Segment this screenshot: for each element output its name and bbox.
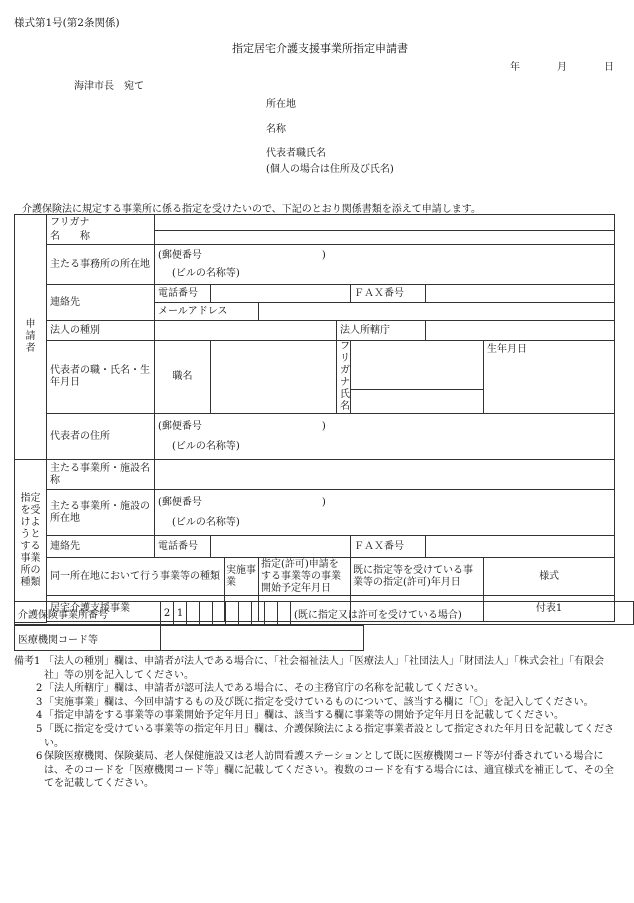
col-form-header: 様式 xyxy=(484,558,615,596)
application-form-table xyxy=(14,214,615,623)
note-number: 2 xyxy=(36,683,43,695)
medical-code-label: 医療機関コード等 xyxy=(15,626,161,651)
fax-input[interactable] xyxy=(426,285,615,303)
insurance-digit-input[interactable] xyxy=(213,602,226,625)
notes-section xyxy=(14,655,616,791)
notes-label: 備考 xyxy=(14,656,34,667)
facility-name-input[interactable] xyxy=(155,460,615,490)
note-text: 保険医療機関、保険薬局、老人保健施設又は老人訪問看護ステーションとして既に医療機関コード等が付番されている場合には、そのコードを「医療機関コード等」欄に記載してください。複数のコードを有する場合には、適宜様式を補正して、その全てを記載してください。 xyxy=(44,751,614,790)
insurance-number-note: (既に指定又は許可を受けている場合) xyxy=(291,602,634,625)
contact-label: 連絡先 xyxy=(47,285,155,321)
furigana-input[interactable] xyxy=(155,215,615,231)
facility-postal-code-label: (郵便番号 ) xyxy=(158,496,326,508)
email-input[interactable] xyxy=(259,303,615,321)
facility-building-name-label: (ビルの名称等) xyxy=(172,516,240,528)
applicant-section-label: 申請者 xyxy=(15,215,47,460)
corp-type-label: 法人の種別 xyxy=(47,321,155,341)
col-business-type-header: 同一所在地において行う事業等の種類 xyxy=(47,558,225,596)
service-row-label: 居宅介護支援事業 xyxy=(47,596,225,622)
facility-contact-label: 連絡先 xyxy=(47,536,155,558)
form-number: 様式第1号(第2条関係) xyxy=(14,17,120,29)
note-item xyxy=(14,709,616,723)
applicant-representative-note: (個人の場合は住所及び氏名) xyxy=(266,164,394,175)
note-text: 「実施事業」欄は、今回申請するもの及び既に指定を受けているものについて、該当する欄に「〇」を記入してください。 xyxy=(44,696,594,708)
note-item xyxy=(14,723,616,750)
note-text: 「法人の種別」欄は、申請者が法人である場合に、「社会福祉法人」「医療法人」「社団法人」「財団法人」「株式会社」「有限会社」等の別を記入してください。 xyxy=(44,656,604,681)
note-item xyxy=(14,655,616,682)
note-text: 「既に指定を受けている事業等の指定年月日」欄は、介護保険法による指定事業者設として指定された年月日を記載してください。 xyxy=(44,723,614,749)
insurance-digit-input[interactable] xyxy=(252,602,265,625)
note-item xyxy=(14,682,616,696)
date-year-label: 年 xyxy=(510,62,520,73)
facility-fax-label: ＦＡＸ番号 xyxy=(351,536,426,558)
addressee: 海津市長 宛て xyxy=(74,81,144,92)
rep-furigana-input[interactable] xyxy=(351,341,484,390)
facility-fax-input[interactable] xyxy=(426,536,615,558)
note-number: 5 xyxy=(36,723,43,735)
note-number: 1 xyxy=(34,656,41,667)
corp-authority-input[interactable] xyxy=(426,321,615,341)
note-text: 「法人所轄庁」欄は、申請者が認可法人である場合に、その主務官庁の名称を記載してください。 xyxy=(44,683,484,695)
fax-label: ＦＡＸ番号 xyxy=(351,285,426,303)
facility-name-label: 主たる事業所・施設名称 xyxy=(47,460,155,490)
rep-label: 代表者の職・氏名・生年月日 xyxy=(47,341,155,414)
facility-tel-label: 電話番号 xyxy=(155,536,211,558)
applicant-representative-label: 代表者職氏名 xyxy=(266,148,326,159)
name-input[interactable] xyxy=(155,231,615,245)
main-office-label: 主たる事務所の所在地 xyxy=(47,245,155,285)
note-item xyxy=(14,696,616,710)
facility-tel-input[interactable] xyxy=(211,536,351,558)
rep-furigana-label: フリガナ xyxy=(337,341,351,390)
date-month-label: 月 xyxy=(557,62,567,73)
insurance-digit-input[interactable] xyxy=(200,602,213,625)
note-number: 6 xyxy=(36,751,43,763)
facility-section-label: 指定を受けようとする事業所の種類 xyxy=(15,460,47,623)
furigana-label: フリガナ xyxy=(47,215,155,231)
medical-code-input[interactable] xyxy=(161,626,364,651)
building-name-label: (ビルの名称等) xyxy=(172,267,240,279)
rep-address-label: 代表者の住所 xyxy=(47,414,155,460)
col-existing-date-header: 既に指定等を受けている事業等の指定(許可)年月日 xyxy=(351,558,484,596)
insurance-digit-input[interactable] xyxy=(226,602,239,625)
note-number: 4 xyxy=(36,710,43,722)
insurance-number-table xyxy=(14,601,634,625)
insurance-digit-2: 1 xyxy=(174,602,187,625)
applicant-address-label: 所在地 xyxy=(266,99,296,110)
rep-building-name-label: (ビルの名称等) xyxy=(172,440,240,452)
facility-address-input[interactable] xyxy=(155,490,615,536)
col-implementation-header: 実施事業 xyxy=(225,558,259,596)
position-label: 職名 xyxy=(155,341,211,414)
insurance-digit-input[interactable] xyxy=(278,602,291,625)
corp-type-input[interactable] xyxy=(155,321,337,341)
rep-address-input[interactable] xyxy=(155,414,615,460)
note-number: 3 xyxy=(36,696,43,708)
tel-label: 電話番号 xyxy=(155,285,211,303)
applicant-name-label: 名称 xyxy=(266,124,286,135)
email-label: メールアドレス xyxy=(155,303,259,321)
main-office-input[interactable] xyxy=(155,245,615,285)
birthdate-label: 生年月日 xyxy=(484,341,615,414)
position-input[interactable] xyxy=(211,341,337,414)
rep-name-label: 氏名 xyxy=(337,389,351,414)
service-form-cell: 付表1 xyxy=(484,596,615,622)
insurance-digit-input[interactable] xyxy=(265,602,278,625)
facility-address-label: 主たる事業所・施設の所在地 xyxy=(47,490,155,536)
insurance-number-label: 介護保険事業所番号 xyxy=(15,602,161,625)
postal-code-label: (郵便番号 ) xyxy=(158,249,326,261)
rep-postal-code-label: (郵便番号 ) xyxy=(158,420,326,432)
col-start-date-header: 指定(許可)申請をする事業等の事業開始予定年月日 xyxy=(259,558,351,596)
insurance-digit-input[interactable] xyxy=(239,602,252,625)
medical-code-table xyxy=(14,625,364,651)
name-label: 名 称 xyxy=(47,231,155,245)
rep-name-input[interactable] xyxy=(351,389,484,414)
insurance-digit-1: 2 xyxy=(161,602,174,625)
note-item xyxy=(14,750,616,791)
date-day-label: 日 xyxy=(604,62,614,73)
page-title: 指定居宅介護支援事業所指定申請書 xyxy=(232,42,408,55)
intro-text: 介護保険法に規定する事業所に係る指定を受けたいので、下記のとおり関係書類を添えて申請します。 xyxy=(22,204,481,215)
note-text: 「指定申請をする事業等の事業開始予定年月日」欄は、該当する欄に事業等の開始予定年月日を記載してください。 xyxy=(44,710,564,722)
tel-input[interactable] xyxy=(211,285,351,303)
corp-authority-label: 法人所轄庁 xyxy=(337,321,426,341)
insurance-digit-input[interactable] xyxy=(187,602,200,625)
